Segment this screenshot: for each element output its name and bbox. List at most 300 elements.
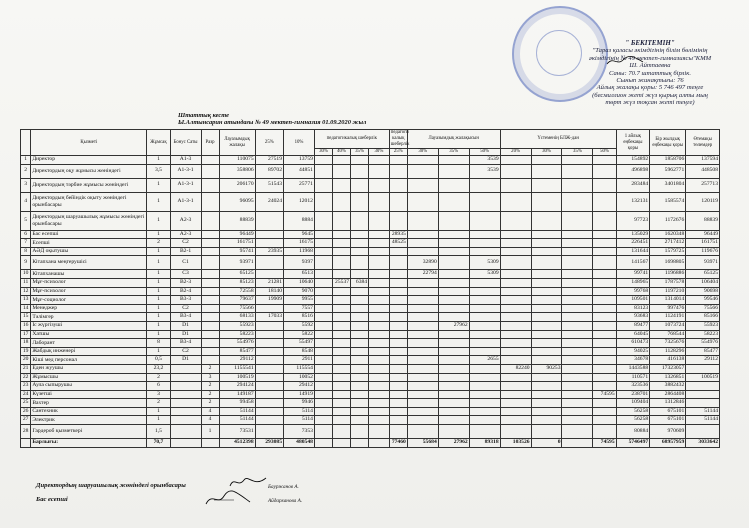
total-cell: [201, 439, 219, 448]
table-cell: 64045: [616, 330, 650, 339]
table-cell: [332, 416, 350, 425]
table-cell: [255, 382, 283, 391]
table-cell: 12: [21, 287, 31, 296]
table-cell: 20: [21, 356, 31, 365]
table-cell: [407, 321, 438, 330]
table-row: [21, 287, 720, 296]
table-cell: 23: [21, 382, 31, 391]
table-cell: [389, 407, 407, 416]
table-cell: [562, 364, 593, 373]
table-cell: 27962: [438, 321, 469, 330]
table-cell: [369, 304, 390, 313]
table-cell: [369, 390, 390, 399]
table-cell: [407, 356, 438, 365]
table-cell: 154892: [616, 156, 650, 165]
header-percent: 30%: [407, 149, 438, 156]
table-cell: 32890: [407, 256, 438, 270]
table-cell: [255, 373, 283, 382]
table-cell: С3: [170, 270, 201, 279]
table-cell: [314, 178, 332, 192]
table-cell: [351, 178, 369, 192]
table-cell: 141567: [616, 256, 650, 270]
table-cell: [562, 247, 593, 256]
table-cell: [314, 278, 332, 287]
header-percent: 35%: [562, 149, 593, 156]
table-cell: 161751: [219, 239, 255, 248]
table-cell: [351, 364, 369, 373]
approval-line: (бесмиллион жеті жүз қырық алты мың: [592, 91, 708, 99]
table-cell: 1155541: [219, 364, 255, 373]
table-cell: [369, 313, 390, 322]
table-cell: 7557: [284, 304, 315, 313]
table-cell: Жұмысшы: [31, 373, 147, 382]
table-cell: 23935: [255, 247, 283, 256]
table-cell: 5309: [469, 270, 500, 279]
table-row: [21, 156, 720, 165]
table-cell: [332, 373, 350, 382]
table-cell: [438, 330, 469, 339]
table-cell: 675101: [650, 416, 686, 425]
table-cell: [469, 313, 500, 322]
table-row: [21, 278, 720, 287]
table-cell: D1: [170, 321, 201, 330]
table-cell: [332, 192, 350, 211]
table-row: [21, 330, 720, 339]
table-cell: [593, 407, 616, 416]
table-cell: [500, 330, 531, 339]
title-line-2: Ы.Алтынсарин атындағы № 49 мектеп-гимназия 01.09.2020 жыл: [178, 119, 367, 127]
table-cell: [562, 390, 593, 399]
table-cell: 55923: [219, 321, 255, 330]
table-cell: 10640: [284, 278, 315, 287]
table-cell: [531, 192, 562, 211]
approval-line: Саны: 70.7 штаттық бірлік.: [609, 69, 691, 77]
table-cell: 9955: [284, 296, 315, 305]
table-row: [21, 178, 720, 192]
table-cell: [332, 390, 350, 399]
table-cell: 2: [201, 382, 219, 391]
table-cell: 970609: [650, 425, 686, 439]
table-cell: 27519: [255, 156, 283, 165]
header-percent: 25%: [389, 149, 407, 156]
table-cell: [314, 304, 332, 313]
table-cell: [593, 178, 616, 192]
table-cell: 132131: [616, 192, 650, 211]
table-cell: 106404: [686, 278, 720, 287]
table-cell: 1: [147, 287, 170, 296]
table-cell: 16: [21, 321, 31, 330]
table-cell: 18140: [255, 287, 283, 296]
table-cell: [438, 407, 469, 416]
header-cell: Үстеменің БЛЖ-дан: [500, 130, 616, 149]
table-cell: [469, 399, 500, 408]
table-cell: [562, 321, 593, 330]
table-cell: 28935: [389, 230, 407, 239]
table-cell: 23,2: [147, 364, 170, 373]
table-cell: А2-3: [170, 230, 201, 239]
table-cell: [201, 321, 219, 330]
total-cell: [314, 439, 332, 448]
table-cell: 99741: [616, 270, 650, 279]
table-cell: 56258: [616, 407, 650, 416]
table-cell: [201, 278, 219, 287]
table-cell: [531, 156, 562, 165]
table-cell: 18: [21, 339, 31, 348]
table-cell: 58223: [219, 330, 255, 339]
table-cell: [369, 330, 390, 339]
approval-heading: " БЕКІТЕМІН": [625, 39, 675, 47]
table-cell: [332, 211, 350, 230]
table-cell: [593, 239, 616, 248]
table-cell: [500, 321, 531, 330]
header-percent: 35%: [438, 149, 469, 156]
table-cell: Директордың оқу жұмысы жөніндегі: [31, 164, 147, 178]
table-cell: 4: [201, 407, 219, 416]
table-cell: Лаборант: [31, 339, 147, 348]
table-cell: [314, 407, 332, 416]
table-cell: [201, 239, 219, 248]
table-cell: [351, 382, 369, 391]
table-cell: [469, 239, 500, 248]
table-cell: 2: [201, 390, 219, 399]
table-cell: 51144: [219, 407, 255, 416]
table-cell: [500, 399, 531, 408]
table-cell: [170, 416, 201, 425]
table-cell: [201, 296, 219, 305]
table-cell: 1: [147, 347, 170, 356]
table-cell: 4: [201, 416, 219, 425]
table-cell: Күзетші: [31, 390, 147, 399]
table-cell: 55497: [284, 339, 315, 348]
table-cell: 25771: [284, 178, 315, 192]
table-cell: [562, 270, 593, 279]
table-cell: [314, 356, 332, 365]
table-cell: 5309: [469, 256, 500, 270]
table-cell: [201, 287, 219, 296]
table-cell: [469, 425, 500, 439]
table-cell: [389, 339, 407, 348]
table-cell: [369, 399, 390, 408]
table-cell: 85477: [686, 347, 720, 356]
table-cell: [332, 382, 350, 391]
table-cell: [593, 347, 616, 356]
table-cell: 3,5: [147, 164, 170, 178]
table-cell: 110571: [616, 373, 650, 382]
table-cell: 17323057: [650, 364, 686, 373]
table-cell: [686, 364, 720, 373]
table-cell: [314, 339, 332, 348]
table-cell: [314, 313, 332, 322]
approval-line: Сынып жинақтығы: 76: [616, 77, 684, 85]
table-cell: [562, 239, 593, 248]
table-cell: [593, 373, 616, 382]
table-cell: [438, 296, 469, 305]
table-cell: 48525: [389, 239, 407, 248]
table-cell: 7: [21, 239, 31, 248]
table-cell: 95741: [219, 247, 255, 256]
table-cell: [469, 373, 500, 382]
table-cell: [255, 304, 283, 313]
table-cell: [332, 313, 350, 322]
table-cell: [593, 211, 616, 230]
table-cell: 1197210: [650, 287, 686, 296]
table-cell: [351, 296, 369, 305]
table-cell: 28: [21, 425, 31, 439]
total-cell: [351, 439, 369, 448]
table-cell: [469, 407, 500, 416]
total-cell: Барлығы:: [31, 439, 147, 448]
table-cell: [531, 270, 562, 279]
director-signature-icon: [605, 54, 645, 68]
table-cell: [255, 239, 283, 248]
table-cell: 2: [21, 164, 31, 178]
table-cell: 7325676: [650, 339, 686, 348]
table-cell: [351, 390, 369, 399]
table-cell: [332, 256, 350, 270]
table-cell: [407, 347, 438, 356]
table-cell: [351, 416, 369, 425]
table-cell: 1: [147, 330, 170, 339]
table-cell: [593, 296, 616, 305]
table-cell: 2: [147, 399, 170, 408]
total-cell: 89318: [469, 439, 500, 448]
signature-name-2: Айдарханова А.: [268, 498, 303, 504]
table-cell: [201, 356, 219, 365]
table-cell: 19909: [255, 296, 283, 305]
table-cell: [170, 373, 201, 382]
table-cell: 1: [147, 270, 170, 279]
table-cell: Директордың шаруашылық жұмысы жөніндегі орынбасары: [31, 211, 147, 230]
table-cell: [255, 256, 283, 270]
table-row: [21, 425, 720, 439]
table-cell: [351, 356, 369, 365]
table-cell: [351, 211, 369, 230]
table-cell: 96449: [686, 230, 720, 239]
table-cell: [332, 399, 350, 408]
table-cell: 96449: [219, 230, 255, 239]
table-cell: [438, 270, 469, 279]
table-cell: [389, 356, 407, 365]
table-cell: [562, 382, 593, 391]
table-cell: 5114: [284, 416, 315, 425]
table-cell: 88839: [686, 211, 720, 230]
table-cell: [314, 296, 332, 305]
table-cell: [469, 247, 500, 256]
table-cell: 3882432: [650, 382, 686, 391]
table-cell: [407, 416, 438, 425]
table-cell: [562, 304, 593, 313]
table-cell: [438, 399, 469, 408]
table-cell: 9: [21, 256, 31, 270]
table-cell: С1: [170, 256, 201, 270]
table-row: [21, 164, 720, 178]
table-cell: 13: [21, 296, 31, 305]
table-cell: 135029: [616, 230, 650, 239]
table-cell: [389, 304, 407, 313]
table-cell: 85123: [219, 278, 255, 287]
table-cell: 148965: [616, 278, 650, 287]
table-cell: Тәлімгер: [31, 313, 147, 322]
table-cell: [531, 416, 562, 425]
table-cell: [369, 356, 390, 365]
total-cell: 5746497: [616, 439, 650, 448]
table-cell: [332, 156, 350, 165]
table-cell: [369, 347, 390, 356]
table-cell: [438, 373, 469, 382]
table-cell: D1: [170, 330, 201, 339]
table-cell: [351, 256, 369, 270]
table-cell: 93683: [616, 313, 650, 322]
table-cell: [351, 164, 369, 178]
table-cell: [562, 339, 593, 348]
table-cell: 11: [21, 278, 31, 287]
table-cell: [593, 287, 616, 296]
table-cell: [562, 192, 593, 211]
table-cell: 89702: [255, 164, 283, 178]
table-cell: [351, 425, 369, 439]
table-cell: А1-3-1: [170, 164, 201, 178]
table-cell: [469, 178, 500, 192]
table-cell: [500, 278, 531, 287]
table-cell: 1: [147, 178, 170, 192]
table-cell: 93971: [219, 256, 255, 270]
header-cell: Бонус Саты: [170, 130, 201, 156]
table-cell: Электрик: [31, 416, 147, 425]
table-cell: [201, 270, 219, 279]
table-cell: 1: [201, 425, 219, 439]
table-cell: [389, 278, 407, 287]
table-cell: [369, 416, 390, 425]
table-cell: [314, 287, 332, 296]
total-cell: [369, 439, 390, 448]
table-cell: 1: [147, 156, 170, 165]
table-cell: 5822: [284, 330, 315, 339]
table-cell: 12012: [284, 192, 315, 211]
table-cell: Кіші мед персонал: [31, 356, 147, 365]
table-cell: 99458: [219, 399, 255, 408]
table-cell: 44851: [284, 164, 315, 178]
table-cell: Директордың тәрбие жұмысы жөніндегі: [31, 178, 147, 192]
table-cell: 1: [147, 192, 170, 211]
table-cell: В2-4: [170, 287, 201, 296]
table-cell: [201, 192, 219, 211]
table-cell: [593, 330, 616, 339]
table-cell: [389, 382, 407, 391]
table-cell: 3539: [469, 156, 500, 165]
table-cell: В2-1: [170, 247, 201, 256]
table-cell: [332, 407, 350, 416]
table-cell: 94025: [616, 347, 650, 356]
table-cell: Менеджер: [31, 304, 147, 313]
table-row: [21, 313, 720, 322]
table-cell: АӘД оқытушы: [31, 247, 147, 256]
table-cell: [500, 356, 531, 365]
table-cell: [314, 364, 332, 373]
table-cell: [351, 239, 369, 248]
table-cell: 100519: [686, 373, 720, 382]
total-cell: 70,7: [147, 439, 170, 448]
table-cell: [438, 347, 469, 356]
total-cell: [332, 439, 350, 448]
table-row: [21, 390, 720, 399]
table-cell: [170, 364, 201, 373]
table-cell: [531, 247, 562, 256]
table-cell: [531, 399, 562, 408]
table-cell: [593, 156, 616, 165]
header-percent: 35%: [351, 149, 369, 156]
table-cell: [469, 339, 500, 348]
table-cell: [562, 416, 593, 425]
table-cell: [531, 313, 562, 322]
table-cell: 1196886: [650, 270, 686, 279]
table-cell: [255, 407, 283, 416]
table-cell: [500, 382, 531, 391]
table-cell: 8: [147, 339, 170, 348]
table-cell: [438, 230, 469, 239]
total-cell: 293085: [255, 439, 283, 448]
table-cell: 6: [147, 382, 170, 391]
table-cell: [314, 256, 332, 270]
table-cell: 3: [21, 178, 31, 192]
table-cell: [531, 321, 562, 330]
table-cell: [332, 247, 350, 256]
table-cell: 1: [147, 256, 170, 270]
table-cell: [407, 304, 438, 313]
table-cell: [369, 164, 390, 178]
table-cell: А1-3: [170, 156, 201, 165]
table-cell: [369, 373, 390, 382]
table-row: [21, 382, 720, 391]
table-cell: [531, 373, 562, 382]
table-cell: 5: [21, 211, 31, 230]
table-cell: 1326851: [650, 373, 686, 382]
table-cell: [389, 321, 407, 330]
table-cell: [407, 364, 438, 373]
table-cell: 4: [21, 192, 31, 211]
table-cell: [369, 247, 390, 256]
table-cell: [500, 296, 531, 305]
table-cell: 68133: [219, 313, 255, 322]
table-cell: [201, 256, 219, 270]
table-cell: [593, 416, 616, 425]
table-cell: 79637: [219, 296, 255, 305]
deputy-signature-icon: [228, 474, 268, 490]
table-cell: [469, 347, 500, 356]
table-cell: [201, 339, 219, 348]
table-cell: 323536: [616, 382, 650, 391]
table-cell: [562, 330, 593, 339]
table-cell: 496898: [616, 164, 650, 178]
table-cell: [201, 156, 219, 165]
title-line-1: Штаттық кесте: [178, 112, 229, 119]
table-cell: [201, 230, 219, 239]
table-cell: [531, 178, 562, 192]
table-cell: [469, 211, 500, 230]
table-cell: [438, 339, 469, 348]
table-cell: [469, 192, 500, 211]
table-cell: [593, 425, 616, 439]
table-cell: 149187: [219, 390, 255, 399]
table-cell: [593, 192, 616, 211]
table-cell: [562, 178, 593, 192]
table-cell: 115554: [284, 364, 315, 373]
table-cell: С2: [170, 239, 201, 248]
table-cell: 29412: [284, 382, 315, 391]
table-cell: [170, 390, 201, 399]
table-cell: [351, 407, 369, 416]
table-cell: [438, 382, 469, 391]
table-cell: 6384: [351, 278, 369, 287]
